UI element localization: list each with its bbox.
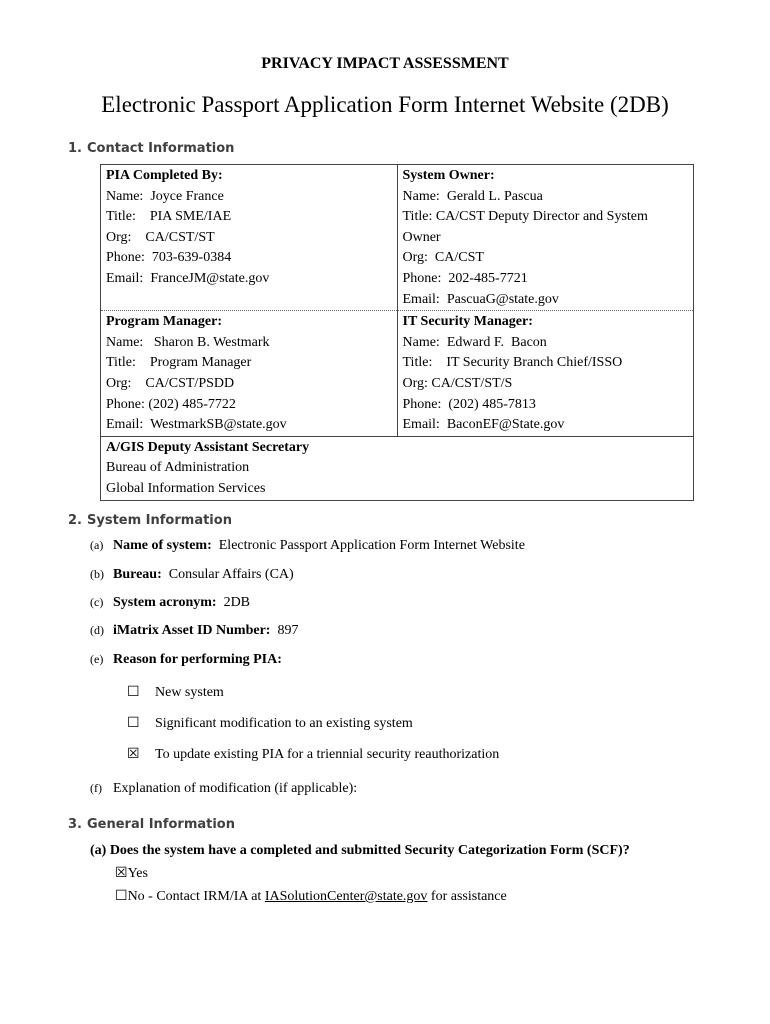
pia-completed-by-heading: PIA Completed By: bbox=[106, 168, 223, 183]
section-2-title: System Information bbox=[87, 513, 232, 528]
system-owner-cell bbox=[397, 165, 694, 311]
item-d-label: (d) bbox=[90, 623, 104, 637]
system-owner-title-line2: Owner bbox=[402, 229, 441, 245]
system-info-item-d bbox=[90, 623, 298, 639]
system-owner-name: Name: Gerald L. Pascua bbox=[402, 188, 543, 204]
item-a-key: Name of system: bbox=[113, 538, 212, 553]
system-info-item-c bbox=[90, 595, 250, 611]
item-c-label: (c) bbox=[90, 595, 104, 609]
reason-option-label: To update existing PIA for a triennial security reauthorization bbox=[155, 747, 500, 762]
answer-no-text: No - Contact IRM/IA at bbox=[127, 889, 265, 904]
program-manager-title: Title: Program Manager bbox=[106, 355, 252, 371]
section-1-number: 1. bbox=[68, 141, 82, 156]
ia-solution-center-email-link[interactable]: IASolutionCenter@state.gov bbox=[264, 889, 428, 904]
program-manager-heading: Program Manager: bbox=[106, 314, 222, 330]
it-security-manager-org: Org: CA/CST/ST/S bbox=[402, 375, 513, 391]
pia-completed-by-phone: Phone: 703-639-0384 bbox=[106, 250, 232, 266]
question-scf: (a) Does the system have a completed and submitted Security Categorization Form (SCF)? bbox=[90, 843, 630, 858]
checkbox-unchecked-icon[interactable]: ☐ bbox=[115, 889, 128, 904]
system-info-item-e bbox=[90, 652, 282, 668]
item-b-value: Consular Affairs (CA) bbox=[168, 567, 294, 582]
system-owner-org: Org: CA/CST bbox=[402, 250, 484, 266]
system-owner-email: Email: PascuaG@state.gov bbox=[402, 291, 559, 307]
document-subtitle: Electronic Passport Application Form Internet Website (2DB) bbox=[101, 92, 669, 117]
section-1-title: Contact Information bbox=[87, 141, 235, 156]
item-d-value: 897 bbox=[277, 623, 299, 638]
item-e-label: (e) bbox=[90, 652, 104, 666]
system-info-item-f bbox=[90, 781, 357, 797]
checkbox-checked-icon[interactable]: ☒ bbox=[127, 747, 140, 762]
item-e-key: Reason for performing PIA: bbox=[113, 652, 282, 667]
section-1-heading bbox=[68, 141, 234, 156]
section-3-number: 3. bbox=[68, 817, 82, 832]
system-info-item-a bbox=[90, 538, 525, 554]
document-title: PRIVACY IMPACT ASSESSMENT bbox=[261, 55, 509, 72]
system-owner-heading: System Owner: bbox=[402, 168, 495, 183]
reason-option-significant-modification[interactable] bbox=[127, 715, 413, 732]
checkbox-checked-icon[interactable]: ☒ bbox=[115, 866, 128, 881]
item-d-key: iMatrix Asset ID Number: bbox=[113, 623, 271, 638]
it-security-manager-cell bbox=[397, 311, 694, 437]
it-security-manager-name: Name: Edward F. Bacon bbox=[402, 334, 547, 350]
program-manager-name: Name: Sharon B. Westmark bbox=[106, 334, 270, 350]
agis-heading: A/GIS Deputy Assistant Secretary bbox=[106, 439, 310, 455]
pia-completed-by-email: Email: FranceJM@state.gov bbox=[106, 270, 270, 286]
system-owner-title-line1: Title: CA/CST Deputy Director and System bbox=[402, 209, 648, 225]
item-c-key: System acronym: bbox=[113, 595, 217, 610]
system-info-item-b bbox=[90, 567, 294, 583]
program-manager-email: Email: WestmarkSB@state.gov bbox=[106, 417, 287, 433]
it-security-manager-heading: IT Security Manager: bbox=[402, 314, 533, 330]
it-security-manager-email: Email: BaconEF@State.gov bbox=[402, 417, 565, 433]
pia-completed-by-cell bbox=[101, 165, 398, 311]
item-a-label: (a) bbox=[90, 538, 104, 552]
reason-option-new-system[interactable] bbox=[127, 684, 224, 701]
reason-option-triennial-update[interactable] bbox=[127, 746, 499, 763]
pia-completed-by-title: Title: PIA SME/IAE bbox=[106, 209, 232, 225]
system-owner-phone: Phone: 202-485-7721 bbox=[402, 270, 528, 286]
item-c-value: 2DB bbox=[223, 595, 251, 610]
answer-no[interactable] bbox=[115, 888, 507, 905]
item-f-label: (f) bbox=[90, 781, 102, 795]
section-2-number: 2. bbox=[68, 513, 82, 528]
contact-table bbox=[100, 164, 694, 501]
reason-option-label: New system bbox=[155, 685, 224, 700]
answer-yes-label: Yes bbox=[127, 866, 148, 881]
item-b-label: (b) bbox=[90, 567, 104, 581]
checkbox-unchecked-icon[interactable]: ☐ bbox=[127, 716, 140, 731]
agis-cell bbox=[101, 436, 694, 500]
agis-line1: Bureau of Administration bbox=[106, 460, 250, 476]
item-a-value: Electronic Passport Application Form Internet Website bbox=[218, 538, 525, 553]
reason-option-label: Significant modification to an existing system bbox=[155, 716, 413, 731]
item-f-value: Explanation of modification (if applicable): bbox=[113, 781, 358, 796]
it-security-manager-phone: Phone: (202) 485-7813 bbox=[402, 396, 536, 412]
it-security-manager-title: Title: IT Security Branch Chief/ISSO bbox=[402, 355, 623, 371]
program-manager-cell bbox=[101, 311, 398, 437]
section-2-heading bbox=[68, 513, 232, 528]
program-manager-org: Org: CA/CST/PSDD bbox=[106, 375, 235, 391]
checkbox-unchecked-icon[interactable]: ☐ bbox=[127, 685, 140, 700]
answer-no-text-after: for assistance bbox=[427, 889, 507, 904]
pia-completed-by-org: Org: CA/CST/ST bbox=[106, 229, 215, 245]
section-3-title: General Information bbox=[87, 817, 235, 832]
pia-completed-by-name: Name: Joyce France bbox=[106, 188, 224, 204]
agis-line2: Global Information Services bbox=[106, 480, 266, 496]
program-manager-phone: Phone: (202) 485-7722 bbox=[106, 396, 236, 412]
section-3-heading bbox=[68, 817, 235, 832]
answer-yes[interactable] bbox=[115, 865, 148, 882]
item-b-key: Bureau: bbox=[113, 567, 162, 582]
